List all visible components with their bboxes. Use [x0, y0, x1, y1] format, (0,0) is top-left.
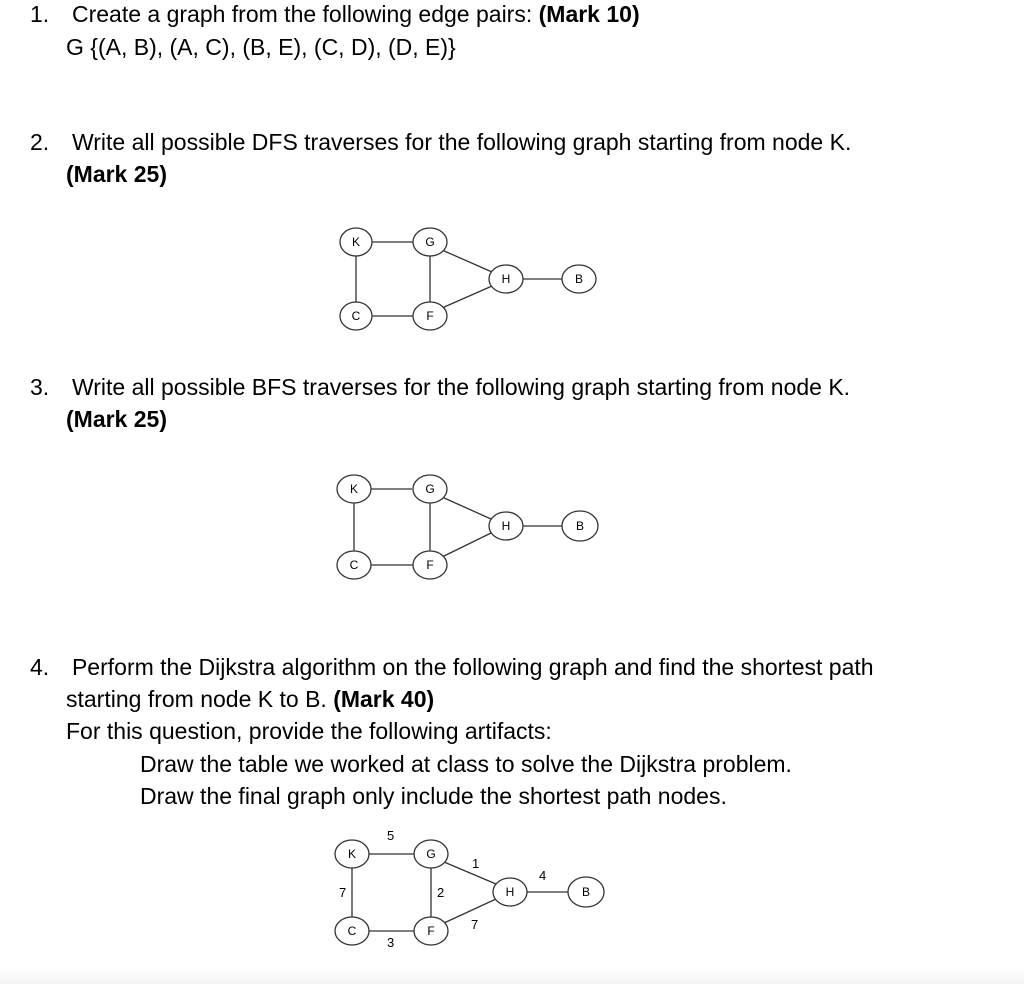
bfs-graph: [328, 469, 608, 581]
edge-f-h: [444, 899, 496, 923]
q4-mark: (Mark 40): [333, 686, 435, 712]
dijkstra-graph: [320, 822, 620, 962]
q2-mark: (Mark 25): [66, 161, 167, 187]
q1-text: Create a graph from the following edge pairs:: [71, 1, 533, 27]
node-label-g: G: [426, 847, 436, 861]
node-label-k: K: [349, 482, 359, 496]
node-label-f: F: [426, 558, 434, 572]
weight-h-b: 4: [539, 868, 547, 883]
q2-number: 2.: [30, 129, 50, 155]
node-label-g: G: [425, 235, 435, 249]
q1-mark: (Mark 10): [538, 1, 640, 27]
q3-text: Write all possible BFS traverses for the following graph starting from node K.: [71, 374, 851, 400]
q4-artifact-1: Draw the table we worked at class to solve the Dijkstra problem.: [140, 751, 792, 777]
node-label-k: K: [347, 847, 357, 861]
q4-number: 4.: [30, 654, 50, 680]
q4-line1: [30, 653, 874, 681]
node-label-b: B: [575, 519, 585, 533]
q3-mark: (Mark 25): [66, 406, 167, 432]
weight-f-h: 7: [471, 917, 479, 932]
node-label-c: C: [349, 558, 359, 572]
page-bottom-edge: [0, 968, 1024, 984]
q1-line: [30, 0, 640, 28]
q3-number: 3.: [30, 374, 50, 400]
node-label-g: G: [425, 482, 435, 496]
node-label-b: B: [581, 885, 591, 899]
node-label-f: F: [427, 924, 435, 938]
node-label-c: C: [351, 309, 361, 323]
node-label-h: H: [501, 519, 511, 533]
edge-g-h: [444, 862, 496, 884]
q4-artifact-2: Draw the final graph only include the shortest path nodes.: [140, 783, 727, 809]
q4-text-line1: Perform the Dijkstra algorithm on the following graph and find the shortest path: [71, 654, 874, 680]
node-label-b: B: [574, 272, 584, 286]
q2-line: [30, 128, 851, 156]
edge-f-h: [442, 286, 492, 308]
weight-g-h: 1: [472, 856, 480, 871]
q1-edges: G {(A, B), (A, C), (B, E), (C, D), (D, E)}: [66, 34, 456, 60]
weight-k-g: 5: [387, 828, 395, 843]
node-label-f: F: [426, 309, 434, 323]
q2-text: Write all possible DFS traverses for the following graph starting from node K.: [71, 129, 852, 155]
q3-line: [30, 373, 850, 401]
edge-g-h: [442, 250, 492, 272]
q4-line3: For this question, provide the following artifacts:: [66, 718, 552, 744]
q4-line2: [66, 685, 434, 713]
node-label-k: K: [351, 235, 361, 249]
weight-k-c: 7: [339, 885, 347, 900]
edge-g-h: [442, 497, 491, 519]
q4-text-line2: starting from node K to B.: [66, 686, 327, 712]
weight-c-f: 3: [387, 935, 395, 950]
node-label-h: H: [505, 885, 515, 899]
node-label-c: C: [347, 924, 357, 938]
weight-g-f: 2: [437, 885, 445, 900]
edge-f-h: [442, 533, 491, 557]
dfs-graph: [330, 222, 610, 334]
q1-number: 1.: [30, 1, 50, 27]
node-label-h: H: [501, 272, 511, 286]
